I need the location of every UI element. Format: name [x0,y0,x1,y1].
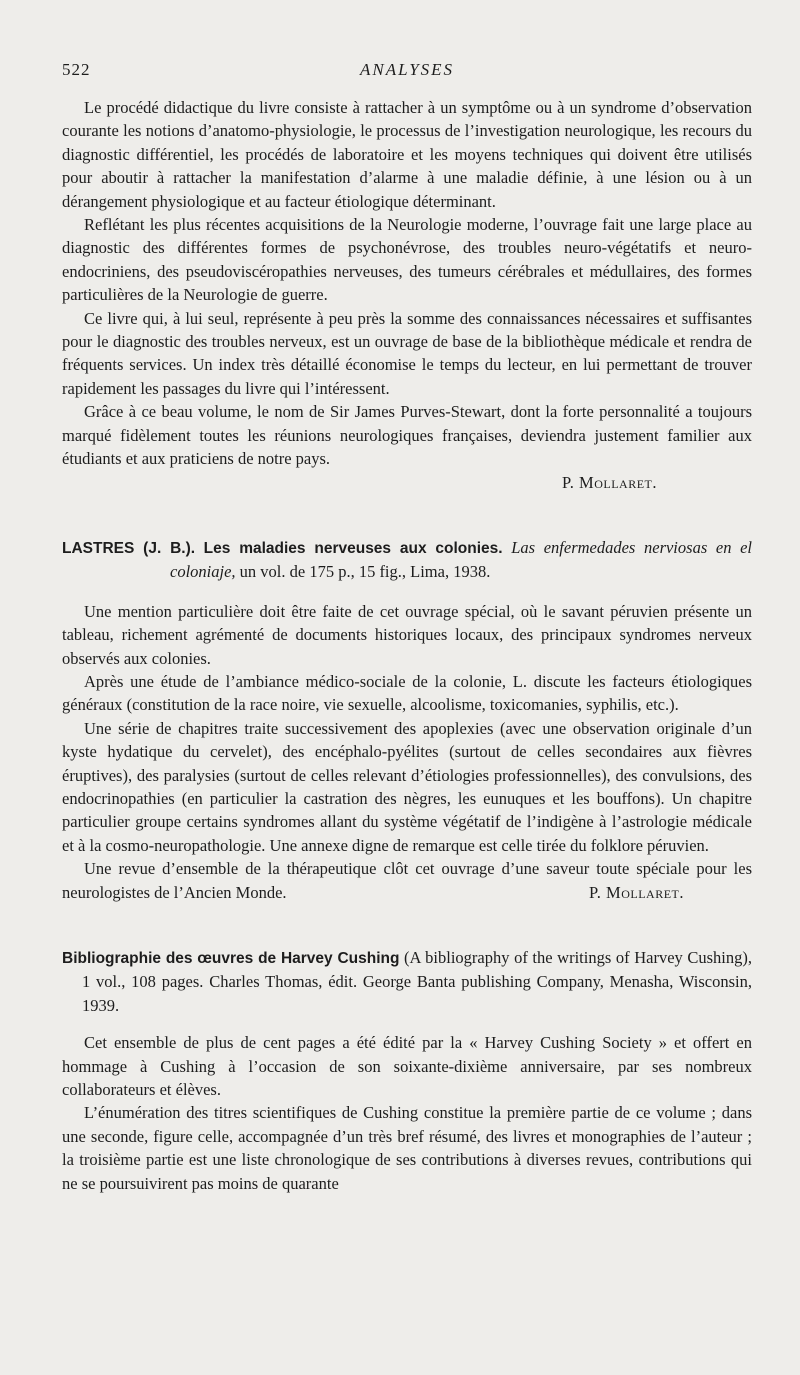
review-purves-stewart [62,96,752,494]
paragraph: L’énumération des titres scientifiques de Cushing constitue la première partie de ce volume ; dans une seconde, figure celle, accompagnée d’un très bref résumé, des livres et monographies de l’auteur ; la troisième partie est une liste chronologique de ses contributions à diverses revues, contributions qui ne se poursuivirent pas moins de quarante [62,1103,752,1193]
page-header [62,60,752,86]
review-heading [62,946,752,1017]
paragraph: Une mention particulière doit être faite de cet ouvrage spécial, où le savant péruvien présente un tableau, richement agrémenté de documents historiques locaux, des principaux syndromes nerveux observés aux colonies. [62,601,752,668]
review-original-title: Las enfermedades nerviosas en el coloniaje, [170,537,752,582]
page-number: 522 [62,60,91,79]
paragraph: Cet ensemble de plus de cent pages a été édité par la « Harvey Cushing Society » et offert en hommage à Cushing à l’occasion de son soixante-dixième anniversaire, par ses nombreux collaborateurs et élèves. [62,1033,752,1100]
signature: P. Mollaret. [588,882,684,902]
paragraph: Après une étude de l’ambiance médico-sociale de la colonie, L. discute les facteurs étiologiques généraux (constitution de la race noire, vie sexuelle, alcoolisme, toxicomanies, syphilis, etc.). [62,671,752,715]
paragraph: Ce livre qui, à lui seul, représente à peu près la somme des connaissances nécessaires et suffisantes pour le diagnostic des troubles nerveux, est un ouvrage de base de la bibliothèque médicale et rendra de fréquents services. Un index très détaillé économise le temps du lecteur, en lui permettant de trouver rapidement les passages du livre qui l’intéressent. [62,308,752,398]
running-head: ANALYSES [359,60,455,79]
paragraph: Reflétant les plus récentes acquisitions de la Neurologie moderne, l’ouvrage fait une large place au diagnostic des différentes formes de psychonévrose, des troubles neuro-végétatifs et neuro-endocriniens, des pseudoviscéropathies nerveuses, des tumeurs cérébrales et médullaires, des formes particulières de la Neurologie de guerre. [62,215,752,305]
review-author: LASTRES (J. B.). [62,539,196,557]
review-title: Bibliographie des œuvres de Harvey Cushing [62,950,400,967]
paragraph: Grâce à ce beau volume, le nom de Sir James Purves-Stewart, dont la forte personnalité a toujours marqué fidèlement toutes les réunions neurologiques françaises, deviendra justement familier aux étudiants et aux praticiens de notre pays. [62,402,752,469]
review-title: Les maladies nerveuses aux colonies. [203,539,503,557]
paragraph: Une série de chapitres traite successivement des apoplexies (avec une observation originale d’un kyste hydatique du cervelet), des encéphalo-pyélites (surtout de celles secondaires aux fièvres éruptives), des paralysies (surtout de celles relevant d’étiologies professionnelles), des convulsions, des endocrinopathies (en particulier la castration des nègres, les eunuques et les bouffons). Un chapitre particulier groupe certains syndromes allant du système végétatif de l’indigène à l’astrologie médicale et à la cosmo-neuropathologie. Une annexe digne de remarque est celle tirée du folklore péruvien. [62,718,752,855]
paragraph: Le procédé didactique du livre consiste à rattacher à un symptôme ou à un syndrome d’observation courante les notions d’anatomo-physiologie, le processus de l’investigation neurologique, les recours du diagnostic différentiel, les procédés de laboratoire et les moyens techniques qui doivent être utilisés pour aboutir à rattacher la manifestation d’alarme à une maladie définie, à une lésion ou à un dérangement physiologique et au facteur étiologique déterminant. [62,98,752,211]
page-body [62,96,752,1195]
review-details: (A bibliography of the writings of Harvey Cushing), 1 vol., 108 pages. Charles Thomas, édit. George Banta publishing Company, Menasha, Wisconsin, 1939. [82,948,752,1015]
paragraph-text: Une revue d’ensemble de la thérapeutique clôt cet ouvrage d’une saveur toute spéciale pour les neurologistes de l’Ancien Monde. [62,859,752,902]
review-cushing-bibliography [62,946,752,1195]
review-publication: un vol. de 175 p., 15 fig., Lima, 1938. [239,562,491,582]
review-lastres [62,536,752,904]
paragraph-with-signature [62,857,752,904]
signature: P. Mollaret. [561,472,657,492]
review-heading [62,536,752,584]
